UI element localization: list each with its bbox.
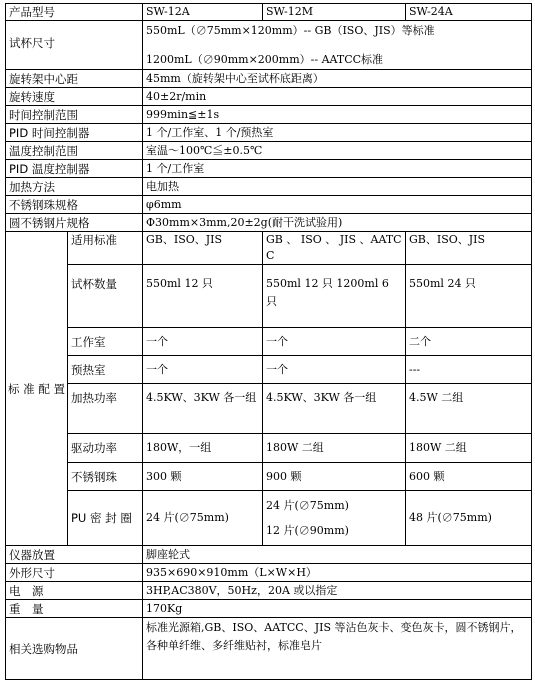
spec-row (6, 600, 532, 618)
spec-value: 170Kg (143, 600, 532, 618)
cup-size-label: 试杯尺寸 (6, 21, 143, 70)
spec-label: 外形尺寸 (6, 564, 143, 582)
spec-value: 室温～100℃≦±0.5℃ (143, 142, 532, 160)
spec-label: 加热方法 (6, 178, 143, 196)
spec-value: 45mm（旋转架中心至试杯底距离） (143, 70, 532, 88)
spec-row (6, 546, 532, 564)
config-sw12m (263, 491, 406, 546)
accessories-line2: 各种单纤维、多纤维贴衬，标准皂片 (146, 639, 322, 652)
header-row (6, 4, 532, 21)
config-sw12a: 4.5KW、3KW 各一组 (143, 384, 263, 434)
config-sw12a: 一个 (143, 356, 263, 384)
config-item-label: 不锈钢珠 (68, 463, 143, 491)
config-row (6, 232, 532, 265)
config-row (6, 265, 532, 328)
spec-value: 1 个/工作室、1 个/预热室 (143, 124, 532, 142)
spec-row (6, 196, 532, 214)
config-row (6, 328, 532, 356)
config-sw24a: 180W 二组 (406, 434, 532, 463)
config-row (6, 463, 532, 491)
config-sw12m: 一个 (263, 328, 406, 356)
config-sw12m: GB 、 ISO 、 JIS 、AATCC (263, 232, 406, 265)
config-sw12m: 4.5KW、3KW 各一组 (263, 384, 406, 434)
config-sw12a: 300 颗 (143, 463, 263, 491)
config-row (6, 491, 532, 546)
config-item-label: 驱动功率 (68, 434, 143, 463)
config-item-label: 适用标准 (68, 232, 143, 265)
spec-label: 电 源 (6, 582, 143, 600)
config-sw12a: 一个 (143, 328, 263, 356)
config-row (6, 384, 532, 434)
spec-row (6, 178, 532, 196)
config-item-label: 预热室 (68, 356, 143, 384)
spec-row (6, 142, 532, 160)
config-item-label: 工作室 (68, 328, 143, 356)
config-sw12m: 550ml 12 只 1200ml 6 只 (263, 265, 406, 328)
config-sw24a: 48 片(∅75mm) (406, 491, 532, 546)
model-sw12a: SW-12A (143, 4, 263, 21)
config-sw12a: 180W，一组 (143, 434, 263, 463)
config-sw12m: 900 颗 (263, 463, 406, 491)
config-sw12a: 24 片(∅75mm) (143, 491, 263, 546)
model-sw24a: SW-24A (406, 4, 532, 21)
spec-value: 40±2r/min (143, 88, 532, 106)
config-item-label: 试杯数量 (68, 265, 143, 328)
config-sw24a: GB、ISO、JIS (406, 232, 532, 265)
spec-value: 电加热 (143, 178, 532, 196)
cup-size-line1: 550mL（∅75mm×120mm）-- GB（ISO、JIS）等标准 (146, 24, 435, 37)
config-sw12a: GB、ISO、JIS (143, 232, 263, 265)
config-sw12m-line2: 12 片(∅90mm) (266, 523, 349, 537)
spec-row (6, 160, 532, 178)
spec-row (6, 106, 532, 124)
config-sw12m: 一个 (263, 356, 406, 384)
config-sw24a: 4.5W 二组 (406, 384, 532, 434)
spec-label: 时间控制范围 (6, 106, 143, 124)
spec-value: 1 个/工作室 (143, 160, 532, 178)
accessories-row (6, 618, 532, 680)
spec-label: 仪器放置 (6, 546, 143, 564)
spec-value: Φ30mm×3mm,20±2g(耐干洗试验用) (143, 214, 532, 232)
model-sw12m: SW-12M (263, 4, 406, 21)
spec-value: 脚座轮式 (143, 546, 532, 564)
cup-size-value (143, 21, 532, 70)
spec-value: 3HP,AC380V，50Hz，20A 或以指定 (143, 582, 532, 600)
config-sw24a: 600 颗 (406, 463, 532, 491)
config-sw12m: 180W 二组 (263, 434, 406, 463)
accessories-line1: 标准光源箱,GB、ISO、AATCC、JIS 等沾色灰卡、变色灰卡，圆不锈钢片， (146, 621, 522, 634)
spec-label: 温度控制范围 (6, 142, 143, 160)
config-sw12m-line1: 24 片(∅75mm) (266, 498, 349, 512)
spec-row (6, 582, 532, 600)
accessories-label: 相关选购物品 (6, 618, 143, 680)
config-sw12a: 550ml 12 只 (143, 265, 263, 328)
config-sw24a: 二个 (406, 328, 532, 356)
config-row (6, 434, 532, 463)
header-label: 产品型号 (6, 4, 143, 21)
spec-label: 旋转速度 (6, 88, 143, 106)
spec-table (5, 3, 532, 680)
spec-value: 999min≦±1s (143, 106, 532, 124)
cup-size-line2: 1200mL（∅90mm×200mm）-- AATCC标准 (146, 53, 384, 66)
spec-value: φ6mm (143, 196, 532, 214)
config-item-label: PU 密 封 圈 (68, 491, 143, 546)
config-sw24a: 550ml 24 只 (406, 265, 532, 328)
spec-label: 圆不锈钢片规格 (6, 214, 143, 232)
spec-row (6, 564, 532, 582)
spec-row (6, 88, 532, 106)
spec-label: PID 温度控制器 (6, 160, 143, 178)
spec-label: 重 量 (6, 600, 143, 618)
config-row (6, 356, 532, 384)
spec-row (6, 70, 532, 88)
spec-row (6, 124, 532, 142)
spec-row (6, 214, 532, 232)
config-label: 标 准 配 置 (6, 232, 68, 546)
config-item-label: 加热功率 (68, 384, 143, 434)
spec-value: 935×690×910mm（L×W×H） (143, 564, 532, 582)
spec-label: PID 时间控制器 (6, 124, 143, 142)
accessories-value (143, 618, 532, 680)
cup-size-row (6, 21, 532, 70)
spec-label: 不锈钢珠规格 (6, 196, 143, 214)
config-sw24a: --- (406, 356, 532, 384)
spec-label: 旋转架中心距 (6, 70, 143, 88)
